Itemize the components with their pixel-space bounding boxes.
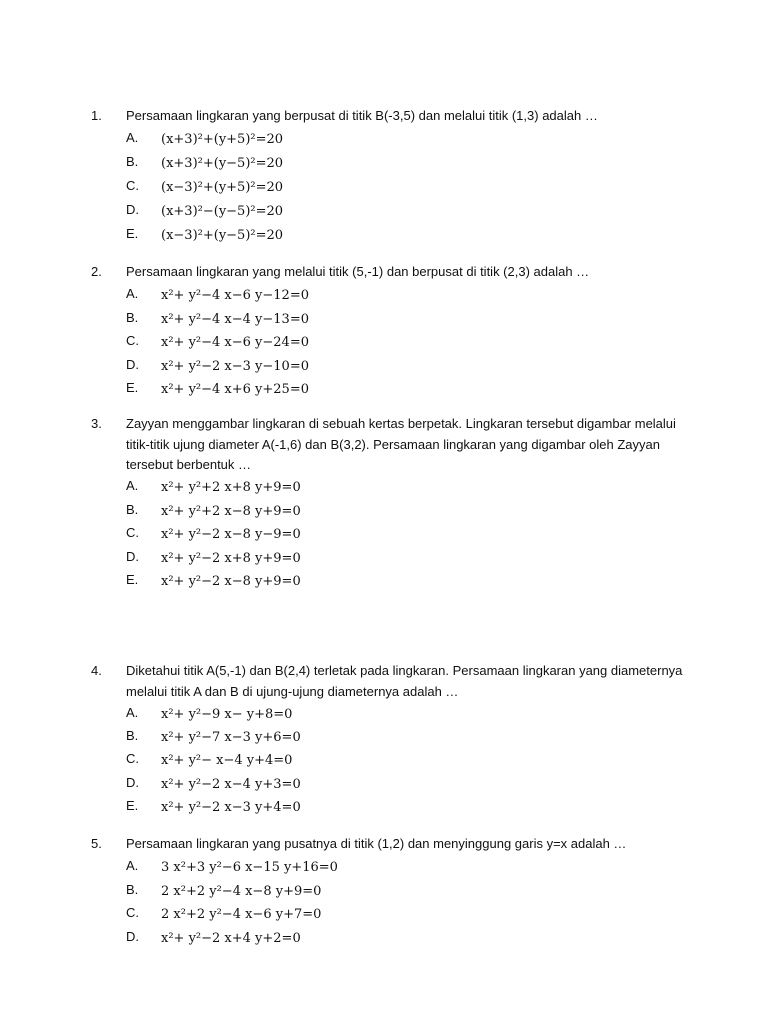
option-equation: x²+ y²− x−4 y+4=0 xyxy=(161,753,293,769)
option-letter: B. xyxy=(126,728,139,744)
option-equation: x²+ y²−2 x−3 y+4=0 xyxy=(161,799,301,815)
option-list xyxy=(0,857,768,951)
option-letter: E. xyxy=(126,572,139,587)
option-equation: x²+ y²−4 x−4 y−13=0 xyxy=(161,311,309,327)
option-d xyxy=(0,548,768,572)
question-number: 2. xyxy=(91,264,102,279)
option-a xyxy=(0,704,768,727)
question-text: Zayyan menggambar lingkaran di sebuah kertas berpetak. Lingkaran tersebut digambar melalui titik-titik ujung diameter A(-1,6) dan B(3,2). Persamaan lingkaran yang digambar oleh Zayyan tersebut berbentuk … xyxy=(126,416,676,472)
option-equation: 2 x²+2 y²−4 x−6 y+7=0 xyxy=(161,907,322,922)
question-number: 4. xyxy=(91,663,102,678)
option-equation: (x+3)²+(y−5)²=20 xyxy=(161,156,284,171)
option-letter: D. xyxy=(126,548,139,564)
option-equation: x²+ y²−7 x−3 y+6=0 xyxy=(161,730,301,746)
option-list xyxy=(0,477,768,595)
option-b xyxy=(0,727,768,750)
option-letter: A. xyxy=(126,858,139,873)
option-letter: D. xyxy=(126,774,139,790)
question-number: 3. xyxy=(91,416,102,431)
option-letter: E. xyxy=(126,226,139,241)
option-letter: C. xyxy=(126,333,139,348)
option-letter: A. xyxy=(126,130,139,145)
option-letter: B. xyxy=(126,501,139,517)
option-letter: E. xyxy=(126,380,139,395)
question-text: Persamaan lingkaran yang berpusat di titik B(-3,5) dan melalui titik (1,3) adalah … xyxy=(126,108,598,123)
option-equation: x²+ y²−2 x−8 y+9=0 xyxy=(161,574,301,589)
option-d xyxy=(0,356,768,380)
option-letter: A. xyxy=(126,705,139,720)
option-letter: C. xyxy=(126,905,139,920)
option-d xyxy=(0,774,768,797)
question-text: Diketahui titik A(5,-1) dan B(2,4) terletak pada lingkaran. Persamaan lingkaran yang diameternya melalui titik A dan B di ujung-ujung diameternya adalah … xyxy=(126,663,683,699)
option-letter: B. xyxy=(126,881,139,897)
option-list xyxy=(0,285,768,403)
option-d xyxy=(0,201,768,225)
option-a xyxy=(0,285,768,309)
option-c xyxy=(0,332,768,356)
option-equation: x²+ y²−4 x−6 y−12=0 xyxy=(161,288,309,303)
option-a xyxy=(0,477,768,501)
option-letter: D. xyxy=(126,356,139,372)
option-letter: A. xyxy=(126,478,139,493)
question-text: Persamaan lingkaran yang pusatnya di titik (1,2) dan menyinggung garis y=x adalah … xyxy=(126,836,627,851)
option-a xyxy=(0,857,768,881)
option-list xyxy=(0,704,768,820)
question-text: Persamaan lingkaran yang melalui titik (5,-1) dan berpusat di titik (2,3) adalah … xyxy=(126,264,590,279)
option-letter: A. xyxy=(126,286,139,301)
option-letter: B. xyxy=(126,154,139,169)
option-equation: 3 x²+3 y²−6 x−15 y+16=0 xyxy=(161,860,338,875)
question-number: 1. xyxy=(91,108,102,123)
option-b xyxy=(0,309,768,333)
option-b xyxy=(0,881,768,905)
option-a xyxy=(0,129,768,153)
option-letter: B. xyxy=(126,309,139,325)
option-e xyxy=(0,797,768,820)
option-b xyxy=(0,501,768,525)
option-equation: x²+ y²+2 x−8 y+9=0 xyxy=(161,503,301,519)
option-equation: x²+ y²−9 x− y+8=0 xyxy=(161,707,293,722)
option-c xyxy=(0,177,768,201)
option-equation: (x+3)²−(y−5)²=20 xyxy=(161,204,284,219)
option-equation: 2 x²+2 y²−4 x−8 y+9=0 xyxy=(161,883,322,899)
option-equation: (x+3)²+(y+5)²=20 xyxy=(161,132,284,147)
option-letter: D. xyxy=(126,202,139,217)
option-c xyxy=(0,750,768,773)
option-e xyxy=(0,379,768,403)
option-d xyxy=(0,928,768,952)
option-e xyxy=(0,571,768,595)
option-equation: x²+ y²+2 x+8 y+9=0 xyxy=(161,480,301,495)
option-equation: (x−3)²+(y+5)²=20 xyxy=(161,180,284,195)
option-equation: x²+ y²−2 x+8 y+9=0 xyxy=(161,550,301,566)
option-b xyxy=(0,153,768,177)
option-equation: x²+ y²−2 x−3 y−10=0 xyxy=(161,358,309,374)
option-e xyxy=(0,225,768,249)
option-letter: C. xyxy=(126,525,139,540)
option-list xyxy=(0,129,768,249)
option-c xyxy=(0,904,768,928)
option-equation: x²+ y²−4 x−6 y−24=0 xyxy=(161,335,309,350)
option-equation: x²+ y²−2 x+4 y+2=0 xyxy=(161,930,301,946)
option-letter: C. xyxy=(126,751,139,767)
option-letter: E. xyxy=(126,797,139,813)
option-equation: (x−3)²+(y−5)²=20 xyxy=(161,228,284,243)
option-letter: D. xyxy=(126,928,139,944)
option-c xyxy=(0,524,768,548)
option-equation: x²+ y²−2 x−8 y−9=0 xyxy=(161,527,301,542)
question-number: 5. xyxy=(91,836,102,851)
option-letter: C. xyxy=(126,178,139,193)
option-equation: x²+ y²−2 x−4 y+3=0 xyxy=(161,776,301,792)
option-equation: x²+ y²−4 x+6 y+25=0 xyxy=(161,382,309,397)
